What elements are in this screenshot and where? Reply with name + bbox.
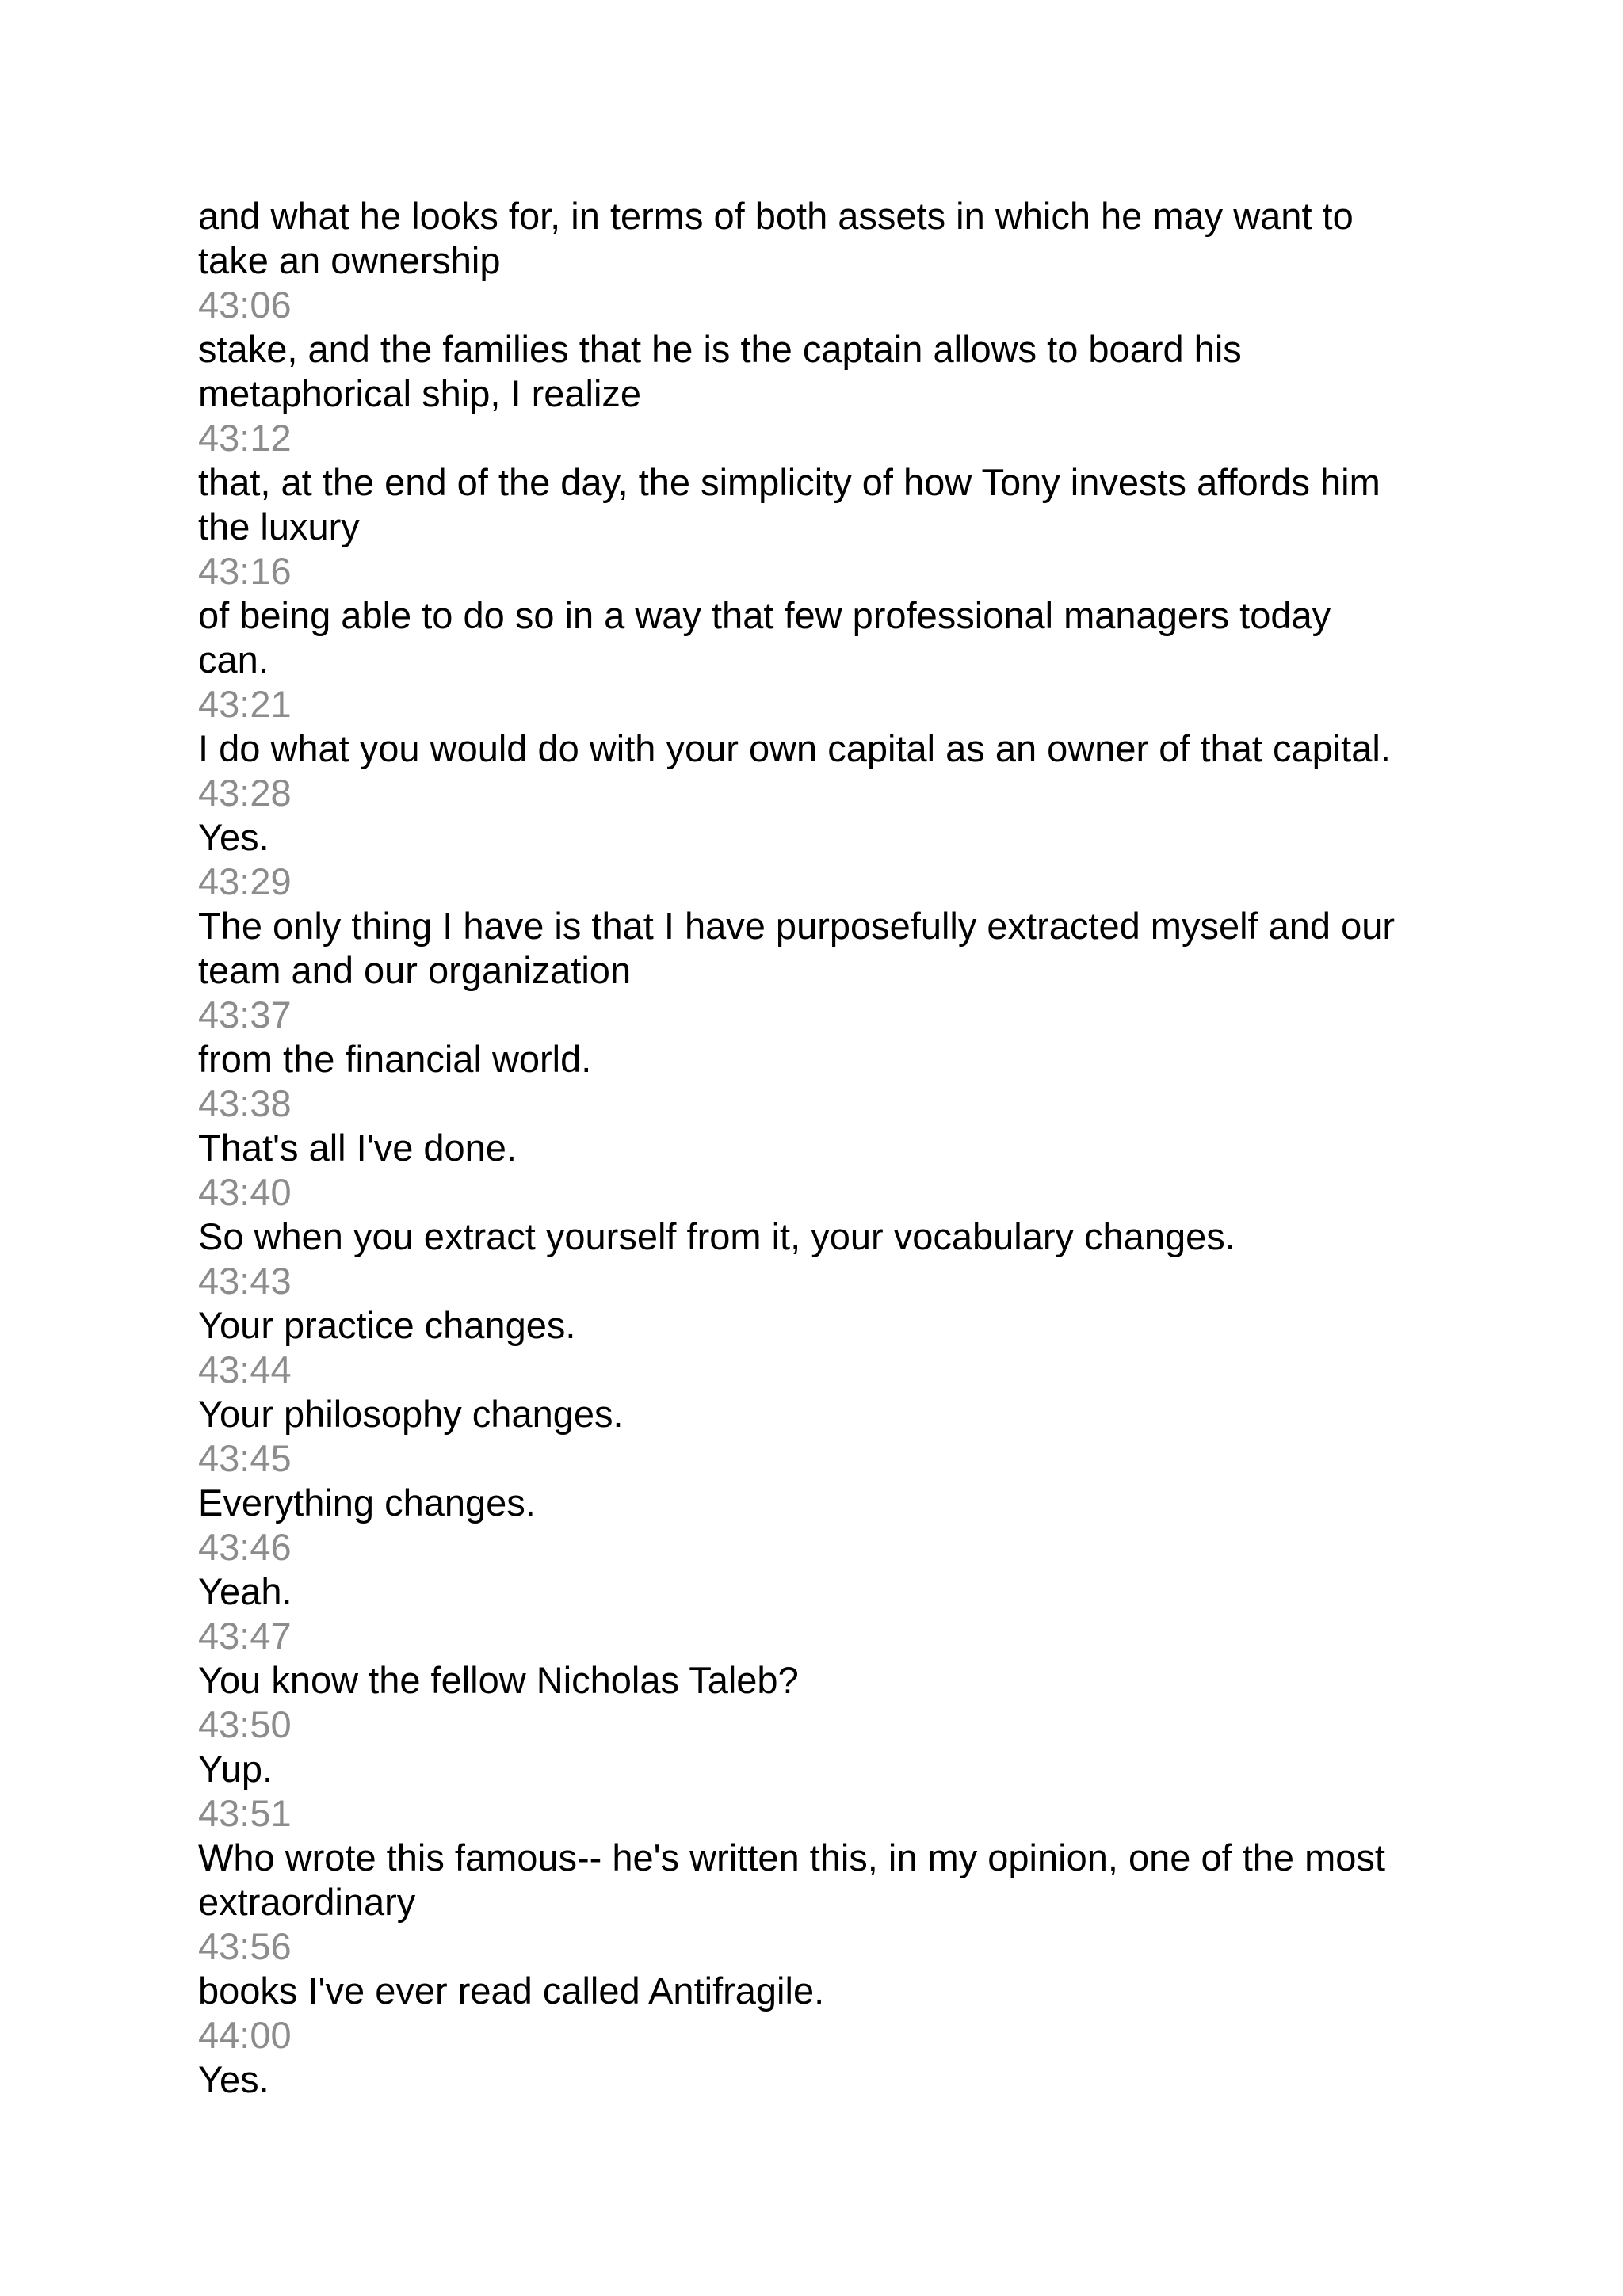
transcript-text-line: That's all I've done. — [198, 1127, 517, 1169]
timestamp: 43:44 — [198, 1348, 292, 1390]
transcript-text-line: Yeah. — [198, 1570, 292, 1612]
transcript-text-line: Who wrote this famous-- he's written this, in my opinion, one of the most — [198, 1836, 1385, 1878]
transcript-text-line: Everything changes. — [198, 1482, 536, 1524]
timestamp: 44:00 — [198, 2014, 292, 2056]
timestamp: 43:51 — [198, 1792, 292, 1834]
transcript-text-line: extraordinary — [198, 1881, 416, 1923]
timestamp: 43:46 — [198, 1526, 292, 1568]
transcript-text-line: Yes. — [198, 816, 269, 858]
transcript-text-line: can. — [198, 639, 269, 681]
transcript-text-line: and what he looks for, in terms of both assets in which he may want to — [198, 195, 1354, 237]
timestamp: 43:21 — [198, 683, 292, 725]
timestamp: 43:37 — [198, 994, 292, 1035]
transcript-text-line: Your philosophy changes. — [198, 1393, 624, 1435]
timestamp: 43:06 — [198, 284, 292, 326]
transcript-text-line: Yes. — [198, 2058, 269, 2100]
transcript-text-line: stake, and the families that he is the captain allows to board his — [198, 328, 1242, 370]
transcript-text-line: I do what you would do with your own capital as an owner of that capital. — [198, 727, 1391, 769]
transcript-text-line: Your practice changes. — [198, 1304, 576, 1346]
timestamp: 43:40 — [198, 1171, 292, 1213]
transcript-text-line: of being able to do so in a way that few professional managers today — [198, 594, 1331, 636]
transcript-text-line: metaphorical ship, I realize — [198, 372, 642, 414]
transcript-text-line: The only thing I have is that I have purposefully extracted myself and our — [198, 905, 1396, 947]
timestamp: 43:16 — [198, 550, 292, 592]
transcript-text-line: Yup. — [198, 1748, 273, 1790]
transcript-text-line: You know the fellow Nicholas Taleb? — [198, 1659, 799, 1701]
timestamp: 43:50 — [198, 1703, 292, 1745]
timestamp: 43:28 — [198, 772, 292, 814]
timestamp: 43:43 — [198, 1260, 292, 1302]
transcript-page — [198, 194, 1466, 2102]
timestamp: 43:38 — [198, 1082, 292, 1124]
timestamp: 43:47 — [198, 1615, 292, 1657]
transcript-text-line: the luxury — [198, 505, 360, 547]
timestamp: 43:29 — [198, 860, 292, 902]
transcript-lines — [198, 194, 1466, 2102]
transcript-text-line: take an ownership — [198, 239, 501, 281]
transcript-text-line: So when you extract yourself from it, your vocabulary changes. — [198, 1215, 1235, 1257]
transcript-text-line: from the financial world. — [198, 1038, 592, 1080]
transcript-text-line: books I've ever read called Antifragile. — [198, 1970, 825, 2012]
transcript-text-line: that, at the end of the day, the simplicity of how Tony invests affords him — [198, 461, 1381, 503]
timestamp: 43:56 — [198, 1925, 292, 1967]
transcript-text-line: team and our organization — [198, 949, 632, 991]
timestamp: 43:45 — [198, 1437, 292, 1479]
timestamp: 43:12 — [198, 417, 292, 459]
